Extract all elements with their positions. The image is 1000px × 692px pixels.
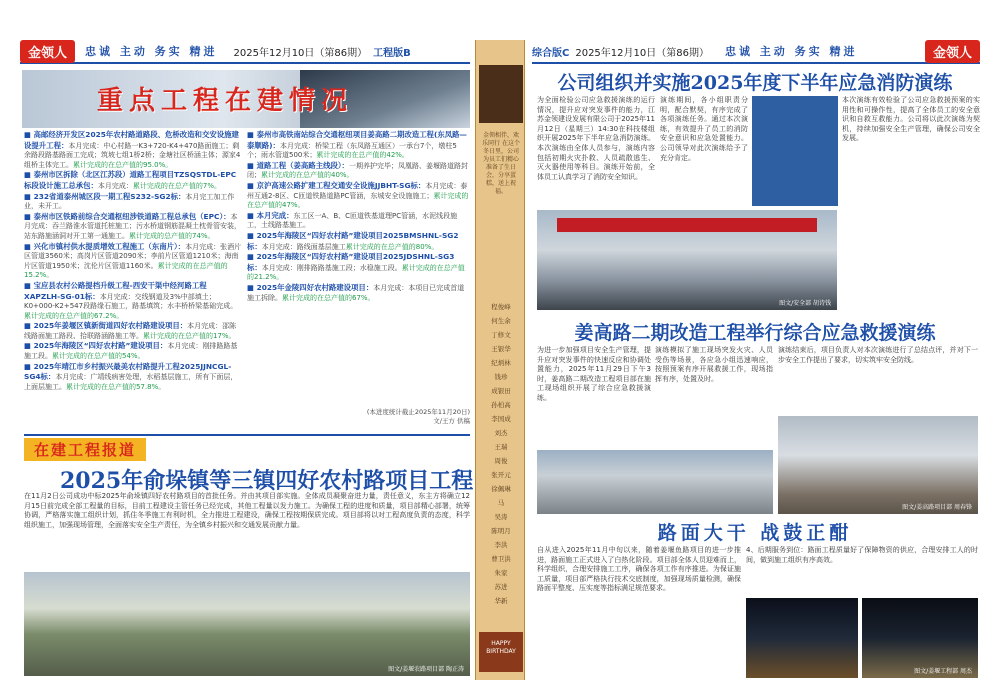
project-heading: ■ 本月完成： bbox=[247, 211, 294, 220]
fire-drill-photo-small bbox=[752, 96, 838, 206]
project-progress: 累计完成的总产值的74%。 bbox=[129, 231, 215, 240]
project-heading: ■ 2025年姜堰区镇新街道四好农村路建设项目： bbox=[24, 321, 187, 330]
project-heading: ■ 2025年金陵四好农村路建设项目： bbox=[247, 283, 373, 292]
project-item bbox=[24, 321, 242, 341]
motto: 忠诚 主动 务实 精进 bbox=[724, 45, 858, 58]
article1-col1: 为全面检验公司应急救援演练的运行情况，提升应对突发事件的能力，江苏金领建设发展有限公司于2025年11月12日（星期三）14:30在科技楼组织开展2025年下半年应急消防演练。本次演练由全体人员参与，演练内容包括初期火灾扑救、人员疏散逃生、灭火器使用等科目。演练开始前，全体员工认真学习了消防安全知识。 bbox=[537, 96, 655, 181]
right-header bbox=[532, 40, 980, 64]
project-progress: 累计完成的在总产值的67.2%。 bbox=[24, 311, 124, 320]
project-progress: 累计完成的在总产值的42%。 bbox=[316, 151, 409, 160]
happy-birthday-label: HAPPY BIRTHDAY bbox=[479, 632, 523, 672]
night-paving-photo bbox=[746, 598, 858, 678]
birthday-name: 马 bbox=[497, 499, 505, 507]
birthday-name: 徐佩琳 bbox=[491, 485, 511, 493]
project-text: 本月完成：桥梁工程（东凤路互通区）一承台7个，墩柱5个；雨水管道500米； bbox=[247, 141, 457, 160]
article2-col1: 为进一步加强项目安全生产管理，提升应对突发事件的快速反应和协调处置能力，2025年11月29日下午3时，姜高路二期改造工程项目部在施工现场组织开展了综合应急救援演练。 bbox=[537, 346, 651, 402]
birthday-strip bbox=[475, 40, 525, 680]
project-item bbox=[247, 252, 469, 283]
photo-caption: 图文/姜堰农路项目部 陶正涛 bbox=[388, 666, 464, 673]
logo: 金领人 bbox=[20, 40, 75, 63]
birthday-name: 周俊 bbox=[494, 457, 508, 465]
project-item bbox=[24, 170, 242, 191]
project-item bbox=[247, 161, 469, 181]
article1-col3: 本次演练有效检验了公司应急救援预案的实用性和可操作性，提高了全体员工的安全意识和自救互救能力。公司将以此次演练为契机，持续加强安全生产管理，确保公司安全发展。 bbox=[842, 96, 980, 143]
project-heading: ■ 232省道泰州城区段一期工程S232-SG2标： bbox=[24, 192, 185, 201]
article2-title: 姜高路二期改造工程举行综合应急救援演练 bbox=[574, 322, 936, 344]
birthday-name: 李洪 bbox=[494, 541, 508, 549]
project-heading: ■ 2025年海陵区“四好农村路”建设项目： bbox=[24, 341, 167, 350]
birthday-name: 王瑞 bbox=[494, 443, 508, 451]
birthday-name: 丁修文 bbox=[491, 331, 511, 339]
project-heading: ■ 2025年海陵区“四好农村路”建设项目2025BMSHNL-SG2标： bbox=[247, 231, 459, 251]
project-item bbox=[24, 341, 242, 361]
section-tag: 在建工程报道 bbox=[24, 438, 146, 461]
project-heading: ■ 泰州市高铁南站综合交通枢纽项目姜高路二期改造工程(东凤路—泰顺路)： bbox=[247, 130, 467, 150]
project-progress: 累计完成的在总产值的95.0%。 bbox=[73, 160, 173, 169]
project-text: 本月完成：刚排路路基施工段。 bbox=[24, 342, 238, 361]
project-text: 本月完工加工作业，未开工。 bbox=[24, 192, 235, 211]
strip-text: 金领相伴，欢乐同行 在这个冬日里，公司为员工们精心准备了生日会，分享蛋糕，送上祝福。 bbox=[482, 132, 520, 195]
project-text: 东工区一A、B、C匝道铁基道理PC管涵，水泥线段施工，土线路基施工。 bbox=[247, 211, 458, 230]
article2-col2: 演练模拟了施工现场突发火灾、人员受伤等场景，各应急小组迅速响应，按照预案有序开展救援工作，现场指挥有序，处置及时。 bbox=[655, 346, 773, 383]
project-heading: ■ 2025年靖江市乡村振兴最美农村路提升工程2025JJNCGL-SG4标： bbox=[24, 362, 231, 382]
banner-title: 重点工程在建情况 bbox=[97, 86, 354, 116]
project-heading: ■ 兴化市镇村供水提质增效工程施工（东南片）： bbox=[24, 242, 185, 251]
article1-col2: 演练期间，各小组职责分明，配合默契，有序完成了各项演练任务。通过本次演练，有效提升了员工的消防安全意识和应急处置能力。公司领导对此次演练给予了充分肯定。 bbox=[660, 96, 748, 162]
birthday-name: 孙柏高 bbox=[491, 401, 511, 409]
project-progress: 累计完成的在总产值的54%。 bbox=[52, 352, 145, 361]
birthday-name: 张开元 bbox=[491, 471, 511, 479]
night-paving-photo-2 bbox=[862, 598, 978, 678]
progress-note bbox=[340, 408, 470, 426]
article3-col2: 4、后期服务到位：路面工程质量好了保障物资的供应，合理安排工人的时间，做到施工组织有序高效。 bbox=[746, 546, 978, 564]
project-item bbox=[24, 212, 242, 242]
project-item bbox=[24, 281, 242, 321]
photo-caption: 图文/安全部 胡诗钱 bbox=[779, 300, 831, 307]
birthday-name: 李国成 bbox=[491, 415, 511, 423]
project-text: 本月完成：路线面基层施工 bbox=[261, 242, 346, 251]
project-item bbox=[247, 211, 469, 231]
edition-label: 工程版B bbox=[373, 47, 411, 59]
project-list-col2 bbox=[247, 130, 469, 410]
edition-label: 综合版C bbox=[532, 47, 570, 59]
project-list-col1 bbox=[24, 130, 242, 410]
project-text: 本月完成：中心村路一K3+720-K4+470路面施工；剩余路段路基路面工完成；筑坡七组1桥2桥；金塘社区桥涵主体；源家4组桥主体完工。 bbox=[24, 141, 241, 169]
article3-title: 路面大干 战鼓正酣 bbox=[657, 522, 853, 544]
rescue-drill-photo bbox=[537, 450, 773, 514]
project-item bbox=[247, 231, 469, 252]
birthday-name: 华新 bbox=[494, 597, 508, 605]
project-progress: 累计完成的在总产值的15.2%。 bbox=[24, 261, 228, 280]
birthday-name: 钱珍 bbox=[494, 373, 508, 381]
birthday-name: 吴涛 bbox=[494, 513, 508, 521]
project-text: 本月完成： bbox=[97, 181, 133, 190]
project-item bbox=[24, 242, 242, 281]
birthday-name: 成银田 bbox=[491, 387, 511, 395]
project-text: 本月完成：邵陈线路面施工路段、拾联路涵路施工等。 bbox=[24, 322, 237, 340]
project-progress: 累计完成的在总产值的21.2%。 bbox=[247, 263, 465, 282]
project-heading: ■ 2025年海陵区“四好农村路”建设项目2025JDSHNL-SG3标： bbox=[247, 252, 454, 272]
project-text: 本月完成：刚排路路基施工段；水稳施工段。 bbox=[261, 263, 402, 272]
project-text: 本月完成：交线钢道及3%中部填土；K0+000-K2+547段路缘石施工，路基填筑；水丰桥桥梁基础完成。 bbox=[24, 292, 238, 311]
rescue-drill-photo-2 bbox=[778, 416, 978, 514]
logo: 金领人 bbox=[925, 40, 980, 63]
project-item bbox=[24, 362, 242, 393]
left-header bbox=[20, 40, 470, 64]
birthday-name: 陈明月 bbox=[491, 527, 511, 535]
banner-photo bbox=[22, 70, 470, 128]
fire-drill-photo bbox=[537, 210, 837, 310]
section-bar bbox=[24, 434, 470, 458]
birthday-name: 苏进 bbox=[494, 583, 508, 591]
birthday-name: 刘杰 bbox=[494, 429, 508, 437]
article2-col3: 演练结束后，项目负责人对本次演练进行了总结点评，并对下一步安全工作提出了要求，切实筑牢安全防线。 bbox=[778, 346, 978, 364]
project-heading: ■ 泰州市区铁路前综合交通枢纽涉铁道路工程总承包（EPC）： bbox=[24, 212, 231, 221]
project-progress: 累计完成的在总产值的7%。 bbox=[132, 181, 222, 190]
project-heading: ■ 高邮经济开发区2025年农村路道路段、危桥改造和交安设施建设提升工程： bbox=[24, 130, 239, 150]
project-progress: 累计完成的在总产值的80%。 bbox=[345, 242, 439, 251]
project-item bbox=[247, 181, 469, 211]
project-text: 本月完成：广靖线病害处理，水稻基层施工，所有下面层，上面层施工。 bbox=[24, 373, 238, 391]
project-heading: ■ 京沪高速公路扩建工程交通安全设施JJBHT-SG标： bbox=[247, 181, 425, 190]
birthday-name: 曹卫洪 bbox=[491, 555, 511, 563]
project-heading: ■ 泰州市区拆除（北区江苏段）道路工程项目TZSQSTDL-EPC标段设计施工总承包： bbox=[24, 170, 236, 190]
project-text: 本月完成：张酒片区管道3560米；高岗片区管道2090米；李前片区管道1210米；海南片区管道1950米；沈伦片区管道1160米。 bbox=[24, 242, 242, 270]
motto: 忠诚 主动 务实 精进 bbox=[85, 45, 218, 58]
birthday-name: 纪炳林 bbox=[491, 359, 511, 367]
birthday-cake-image bbox=[479, 65, 523, 123]
project-progress: 累计完成的在总产值的57.8%。 bbox=[66, 382, 166, 391]
note-author: 文/王方 供稿 bbox=[433, 417, 470, 425]
drill-banner bbox=[557, 218, 817, 232]
article1-title: 公司组织并实施2025年度下半年应急消防演练 bbox=[557, 72, 953, 94]
road-construction-photo bbox=[24, 572, 470, 676]
project-item bbox=[247, 283, 469, 303]
note-text: (本进度统计截止2025年11月20日) bbox=[366, 408, 470, 416]
photo-caption: 图文/姜堰工程部 周杰 bbox=[914, 668, 972, 675]
project-text: 一期养护完毕；凤凰路、姜堰路道路封闭； bbox=[247, 161, 468, 180]
project-progress: 累计完成的在总产值的17%。 bbox=[143, 331, 236, 340]
birthday-name: 程俊峰 bbox=[491, 303, 511, 311]
section-body: 在11月2日公司成功中标2025年俞垛镇四好农村路项目的首批任务。并由其项目部实施。全体成员凝聚奋进力量，责任意义，东主方将确立12月15日前完成全部工程量的目标，目前工程建设主管任务已经完成，其他工程量以发力施工。为确保工程的进度和质量，项目部精心部署，统筹协调，严格落实施工组织计划，抓住冬季施工有利时机，全力推进工程建设，确保工程按期保质完成。项目部将以对工程高度负责的态度，科学组织施工，加强现场管理，全面落实安全生产责任，为全镇乡村振兴和交通发展贡献力量。 bbox=[24, 492, 470, 529]
project-text: 本月完成：泰州互通2-8区、C匝道铁路道路PC管涵，东城安全设施施工； bbox=[247, 181, 468, 200]
birthday-names bbox=[485, 300, 517, 608]
issue-date: 2025年12月10日（第86期） bbox=[233, 47, 368, 59]
issue-date: 2025年12月10日（第86期） bbox=[575, 47, 709, 59]
photo-caption: 图文/姜高路项目部 周春锋 bbox=[902, 504, 972, 511]
section-title: 2025年俞垛镇等三镇四好农村路项目工程 bbox=[60, 468, 474, 494]
project-heading: ■ 宝应县农村公路提档升级工程-西安干渠中经河路工程XAPZLH-SG-01标： bbox=[24, 281, 207, 301]
article3-col1: 自从进入2025年11月中旬以来，随着姜堰鱼路项目的进一步推进，路面施工正式进入了白热化阶段。项目部全体人员迎难而上，科学组织，合理安排施工工序，确保各项工作有序推进。为保证施工质量，项目部严格执行技术交底制度，加强现场质量检测，确保路面平整度、压实度等指标满足规范要求。 bbox=[537, 546, 741, 593]
project-progress: 累计完成的在总产值的47%。 bbox=[247, 191, 469, 210]
birthday-name: 何生余 bbox=[491, 317, 511, 325]
birthday-name: 王银华 bbox=[491, 345, 511, 353]
project-heading: ■ 道路工程（姜高路主线段）： bbox=[247, 161, 349, 170]
birthday-name: 朱家 bbox=[494, 569, 508, 577]
project-text: 本月完成：本项目已完成首道施工拆除。 bbox=[247, 283, 465, 302]
project-item bbox=[24, 192, 242, 212]
project-progress: 累计完成的在总产值的67%。 bbox=[282, 293, 375, 302]
project-item bbox=[247, 130, 469, 161]
project-item bbox=[24, 130, 242, 170]
project-text: 本月完成：吞兰路淮水管道托桩施工；污水桥道钢筋混凝土枕骨管安装，站东路施涵洞对开工第一通施工。 bbox=[24, 212, 241, 240]
project-progress: 累计完成的在总产值的40%。 bbox=[261, 171, 354, 180]
